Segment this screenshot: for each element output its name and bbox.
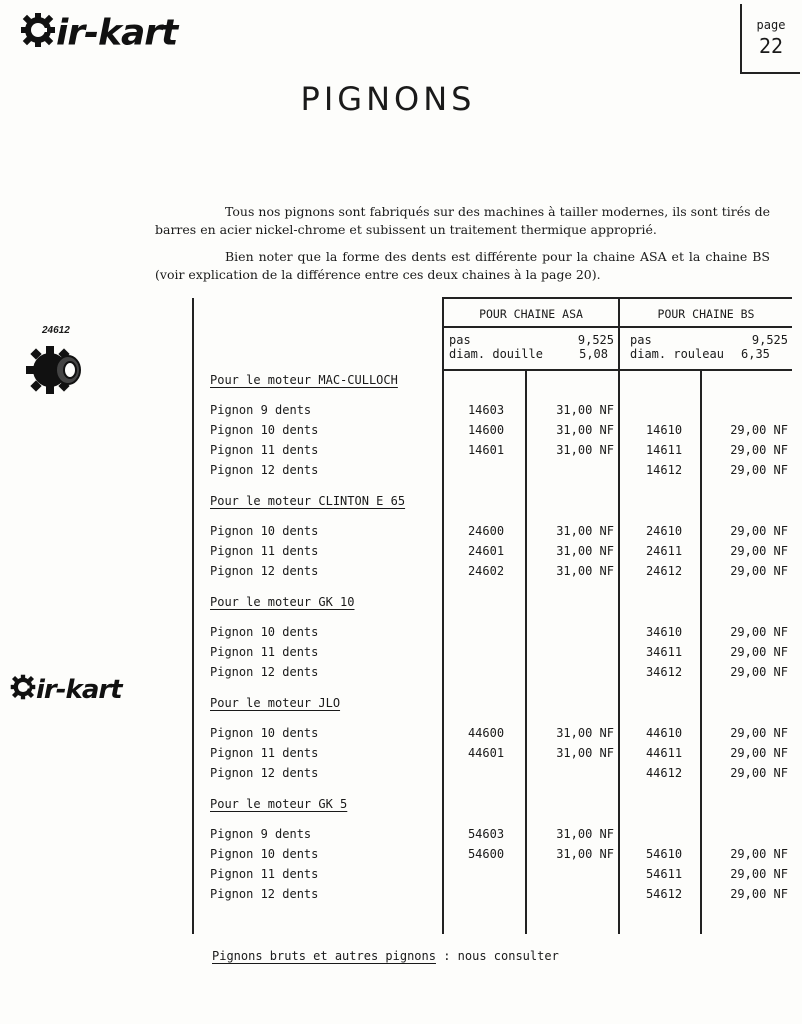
row-label: Pignon 11 dents	[210, 544, 319, 558]
section-title: Pour le moteur GK 10	[210, 595, 355, 609]
bs-spec-label-1: pas	[630, 333, 652, 347]
asa-spec-label-1: pas	[449, 333, 471, 347]
footer-note-rest: : nous consulter	[435, 949, 559, 963]
footer-note	[212, 949, 559, 963]
asa-code: 14603	[467, 403, 505, 417]
bs-price: 29,00 NF	[730, 726, 788, 740]
page-label: page	[756, 18, 786, 32]
bs-column-header: POUR CHAINE BS	[657, 307, 755, 321]
asa-price: 31,00 NF	[556, 443, 614, 457]
asa-code: 24601	[467, 544, 505, 558]
asa-price: 31,00 NF	[556, 564, 614, 578]
footer-note-underlined: Pignons bruts et autres pignons	[212, 949, 436, 963]
asa-code: 14600	[467, 423, 505, 437]
asa-price: 31,00 NF	[556, 726, 614, 740]
asa-price: 31,00 NF	[556, 524, 614, 538]
bs-code: 34611	[645, 645, 683, 659]
asa-code: 24602	[467, 564, 505, 578]
bs-price: 29,00 NF	[730, 665, 788, 679]
asa-code: 54600	[467, 847, 505, 861]
table-header-rule	[442, 326, 792, 328]
row-label: Pignon 9 dents	[210, 403, 312, 417]
row-label: Pignon 10 dents	[210, 726, 319, 740]
table-divider-asa-inner	[525, 369, 527, 934]
bs-spec-value-1: 9,525	[751, 333, 788, 347]
bs-code: 44611	[645, 746, 683, 760]
row-label: Pignon 10 dents	[210, 524, 319, 538]
bs-code: 14610	[645, 423, 683, 437]
bs-price: 29,00 NF	[730, 443, 788, 457]
bs-code: 14611	[645, 443, 683, 457]
row-label: Pignon 12 dents	[210, 463, 319, 477]
bs-price: 29,00 NF	[730, 524, 788, 538]
brand-logo-secondary	[10, 674, 122, 707]
section-title: Pour le moteur GK 5	[210, 797, 348, 811]
section-title: Pour le moteur MAC-CULLOCH	[210, 373, 398, 387]
sprocket-illustration	[24, 338, 84, 403]
asa-code: 44601	[467, 746, 505, 760]
asa-code: 54603	[467, 827, 505, 841]
table-left-border	[192, 298, 194, 934]
table-divider-asa-bs	[618, 297, 620, 934]
section-title: Pour le moteur JLO	[210, 696, 341, 710]
table-top-border	[442, 297, 792, 299]
bs-code: 44610	[645, 726, 683, 740]
bs-code: 54611	[645, 867, 683, 881]
row-label: Pignon 12 dents	[210, 665, 319, 679]
bs-price: 29,00 NF	[730, 423, 788, 437]
bs-code: 14612	[645, 463, 683, 477]
logo-text: ir-kart	[36, 675, 122, 705]
page-number: 22	[758, 34, 784, 58]
row-label: Pignon 11 dents	[210, 746, 319, 760]
page-title: PIGNONS	[300, 80, 476, 118]
bs-price: 29,00 NF	[730, 867, 788, 881]
bs-code: 54612	[645, 887, 683, 901]
bs-price: 29,00 NF	[730, 544, 788, 558]
bs-code: 34612	[645, 665, 683, 679]
asa-price: 31,00 NF	[556, 403, 614, 417]
brand-logo	[20, 12, 177, 57]
asa-code: 44600	[467, 726, 505, 740]
asa-price: 31,00 NF	[556, 746, 614, 760]
asa-spec-label-2: diam. douille	[449, 347, 543, 361]
row-label: Pignon 11 dents	[210, 867, 319, 881]
bs-code: 54610	[645, 847, 683, 861]
asa-spec-value-2: 5,08	[579, 347, 608, 361]
bs-code: 44612	[645, 766, 683, 780]
row-label: Pignon 10 dents	[210, 847, 319, 861]
bs-code: 24611	[645, 544, 683, 558]
asa-code: 24600	[467, 524, 505, 538]
bs-code: 24610	[645, 524, 683, 538]
asa-price: 31,00 NF	[556, 544, 614, 558]
bs-spec-value-2: 6,35	[741, 347, 770, 361]
bs-price: 29,00 NF	[730, 564, 788, 578]
asa-price: 31,00 NF	[556, 847, 614, 861]
image-reference-code: 24612	[42, 325, 70, 336]
gear-logo-icon	[20, 12, 56, 57]
bs-price: 29,00 NF	[730, 887, 788, 901]
row-label: Pignon 12 dents	[210, 766, 319, 780]
row-label: Pignon 10 dents	[210, 625, 319, 639]
table-spec-rule	[442, 369, 792, 371]
row-label: Pignon 11 dents	[210, 443, 319, 457]
logo-text: ir-kart	[56, 12, 178, 54]
bs-price: 29,00 NF	[730, 766, 788, 780]
asa-column-header: POUR CHAINE ASA	[479, 307, 583, 321]
page-number-box	[740, 4, 800, 74]
intro-paragraph-1: Tous nos pignons sont fabriqués sur des machines à tailler modernes, ils sont tirés de barres en acier nickel-chrome et subissent un traitement thermique approprié.	[155, 204, 770, 237]
row-label: Pignon 12 dents	[210, 564, 319, 578]
row-label: Pignon 9 dents	[210, 827, 312, 841]
asa-code: 14601	[467, 443, 505, 457]
row-label: Pignon 11 dents	[210, 645, 319, 659]
bs-price: 29,00 NF	[730, 746, 788, 760]
gear-logo-icon	[10, 674, 36, 707]
bs-code: 34610	[645, 625, 683, 639]
row-label: Pignon 10 dents	[210, 423, 319, 437]
asa-price: 31,00 NF	[556, 423, 614, 437]
bs-price: 29,00 NF	[730, 463, 788, 477]
bs-spec-label-2: diam. rouleau	[630, 347, 724, 361]
table-divider-bs-inner	[700, 369, 702, 934]
section-title: Pour le moteur CLINTON E 65	[210, 494, 406, 508]
asa-spec-value-1: 9,525	[577, 333, 614, 347]
bs-price: 29,00 NF	[730, 645, 788, 659]
intro-paragraph-2: Bien noter que la forme des dents est différente pour la chaine ASA et la chaine BS (voir explication de la différence entre ces deux chaines à la page 20).	[155, 249, 770, 282]
table-divider-asa-left	[442, 297, 444, 934]
row-label: Pignon 12 dents	[210, 887, 319, 901]
bs-price: 29,00 NF	[730, 625, 788, 639]
bs-price: 29,00 NF	[730, 847, 788, 861]
asa-price: 31,00 NF	[556, 827, 614, 841]
bs-code: 24612	[645, 564, 683, 578]
